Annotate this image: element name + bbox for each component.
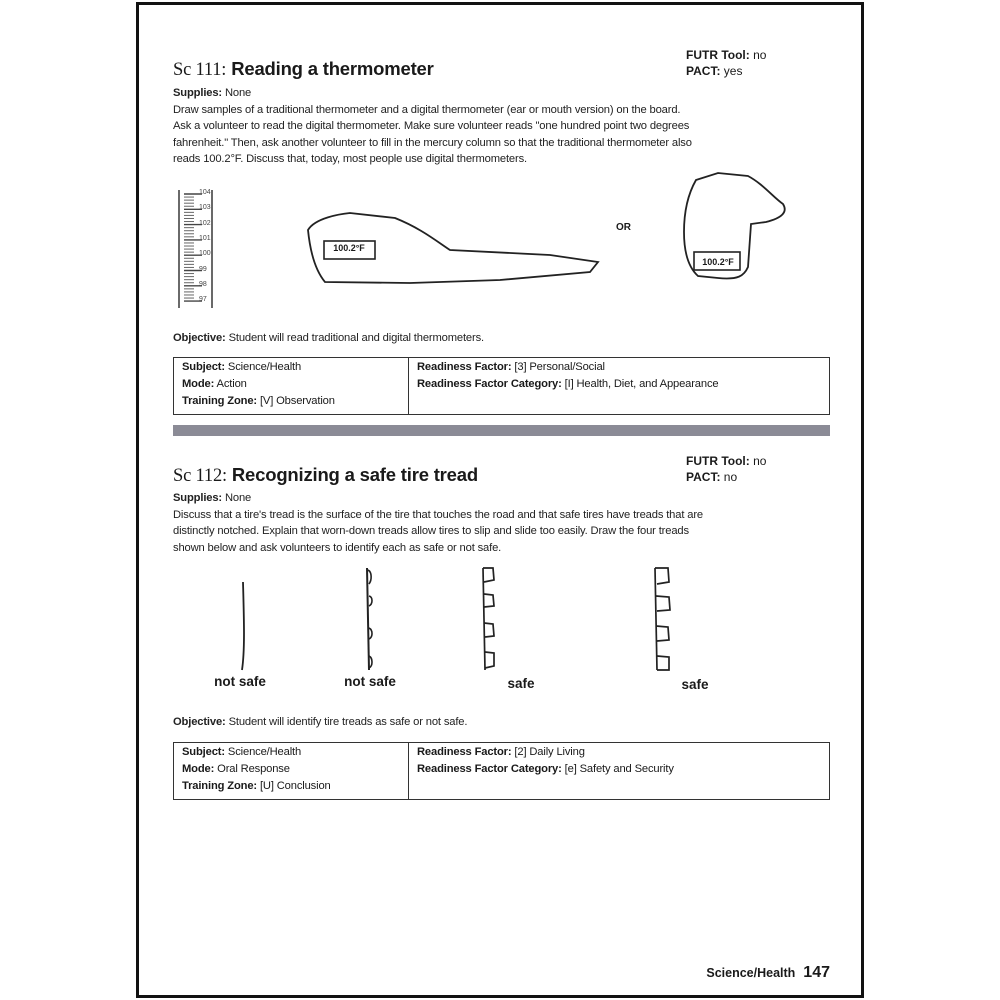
mode-label: Mode: xyxy=(182,763,215,775)
objective-value: Student will read traditional and digital thermometers. xyxy=(228,332,484,344)
lesson-body xyxy=(173,490,833,556)
info-right xyxy=(409,358,726,414)
description-line: shown below and ask volunteers to identify each as safe or not safe. xyxy=(173,541,502,554)
zone-label: Training Zone: xyxy=(182,780,257,792)
factor-value: [2] Daily Living xyxy=(514,746,585,758)
scale-label: 103 xyxy=(199,204,211,212)
category-label: Readiness Factor Category: xyxy=(417,378,562,390)
pact-label: PACT: xyxy=(686,64,721,78)
scale-label: 98 xyxy=(199,280,207,288)
mode-value: Oral Response xyxy=(217,763,290,775)
subject-value: Science/Health xyxy=(227,361,302,373)
scale-label: 99 xyxy=(199,265,207,273)
lesson-info-table xyxy=(173,742,830,800)
scale-label: 97 xyxy=(199,296,207,304)
scale-label: 101 xyxy=(199,234,211,242)
pact-value: no xyxy=(723,470,738,484)
subject-label: Subject: xyxy=(182,746,225,758)
category-value: [I] Health, Diet, and Appearance xyxy=(564,378,719,390)
digital-ear-thermometer xyxy=(678,172,788,284)
scale-label: 102 xyxy=(199,219,211,227)
tread-label: not safe xyxy=(214,674,266,689)
tire-treads xyxy=(180,560,760,680)
description-line: reads 100.2°F. Discuss that, today, most people use digital thermometers. xyxy=(173,153,527,165)
objective-label: Objective: xyxy=(173,332,226,344)
page-footer xyxy=(706,964,830,982)
info-left xyxy=(174,743,409,799)
page-number: 147 xyxy=(803,964,830,981)
lesson-code: Sc 112: xyxy=(173,466,227,486)
tread-label: safe xyxy=(681,677,709,692)
tread-1-shape xyxy=(242,582,244,670)
zone-label: Training Zone: xyxy=(182,395,257,407)
mode-label: Mode: xyxy=(182,378,215,390)
category-label: Readiness Factor Category: xyxy=(417,763,562,775)
tread-4-shape xyxy=(655,568,670,670)
supplies-label: Supplies: xyxy=(173,87,222,99)
subject-label: Subject: xyxy=(182,361,225,373)
futr-label: FUTR Tool: xyxy=(686,48,750,62)
factor-label: Readiness Factor: xyxy=(417,746,512,758)
futr-value: no xyxy=(753,454,767,468)
section-divider xyxy=(173,425,830,436)
supplies-value: None xyxy=(224,87,252,99)
ear-reading: 100.2°F xyxy=(702,257,734,267)
lesson-tools xyxy=(686,453,766,485)
description-line: fahrenheit." Then, ask another volunteer to fill in the mercury column so that the traditional thermometer also xyxy=(173,136,692,149)
pact-label: PACT: xyxy=(686,470,721,484)
lesson-body xyxy=(173,85,833,168)
info-left xyxy=(174,358,409,414)
scale-label: 100 xyxy=(199,250,211,258)
description-line: Ask a volunteer to read the digital thermometer. Make sure volunteer reads "one hundred point two degrees xyxy=(173,120,690,132)
description-line: Draw samples of a traditional thermometer and a digital thermometer (ear or mouth version) on the board. xyxy=(173,103,681,116)
futr-value: no xyxy=(753,48,767,62)
description-line: distinctly notched. Explain that worn-down treads allow tires to slip and slide too easily. Draw the four treads xyxy=(173,525,689,537)
factor-label: Readiness Factor: xyxy=(417,361,512,373)
category-value: [e] Safety and Security xyxy=(564,763,674,775)
pact-value: yes xyxy=(723,64,743,78)
lesson-title xyxy=(173,58,434,81)
supplies-label: Supplies: xyxy=(173,492,222,504)
objective-value: Student will identify tire treads as safe or not safe. xyxy=(228,716,468,728)
lesson-info-table xyxy=(173,357,830,415)
lesson-tools xyxy=(686,47,766,79)
objective xyxy=(173,330,484,347)
futr-label: FUTR Tool: xyxy=(686,454,750,468)
tread-3-shape xyxy=(483,568,494,670)
supplies-value: None xyxy=(224,492,252,504)
tread-label: safe xyxy=(507,676,535,691)
tread-2-shape xyxy=(367,568,372,670)
mouth-reading: 100.2°F xyxy=(333,243,365,253)
lesson-name: Reading a thermometer xyxy=(231,58,434,79)
subject-value: Science/Health xyxy=(227,746,302,758)
description-line: Discuss that a tire's tread is the surface of the tire that touches the road and that safe tires have treads that are xyxy=(173,508,703,521)
objective-label: Objective: xyxy=(173,716,226,728)
mode-value: Action xyxy=(216,378,247,390)
info-right xyxy=(409,743,682,799)
or-label: OR xyxy=(616,222,631,233)
zone-value: [U] Conclusion xyxy=(259,780,331,792)
zone-value: [V] Observation xyxy=(259,395,335,407)
factor-value: [3] Personal/Social xyxy=(514,361,605,373)
lesson-code: Sc 111: xyxy=(173,60,227,80)
scale-label: 104 xyxy=(199,189,211,196)
objective xyxy=(173,714,467,731)
lesson-name: Recognizing a safe tire tread xyxy=(231,464,478,485)
lesson-title xyxy=(173,464,478,487)
tread-label: not safe xyxy=(344,674,396,689)
footer-section: Science/Health xyxy=(706,966,796,980)
